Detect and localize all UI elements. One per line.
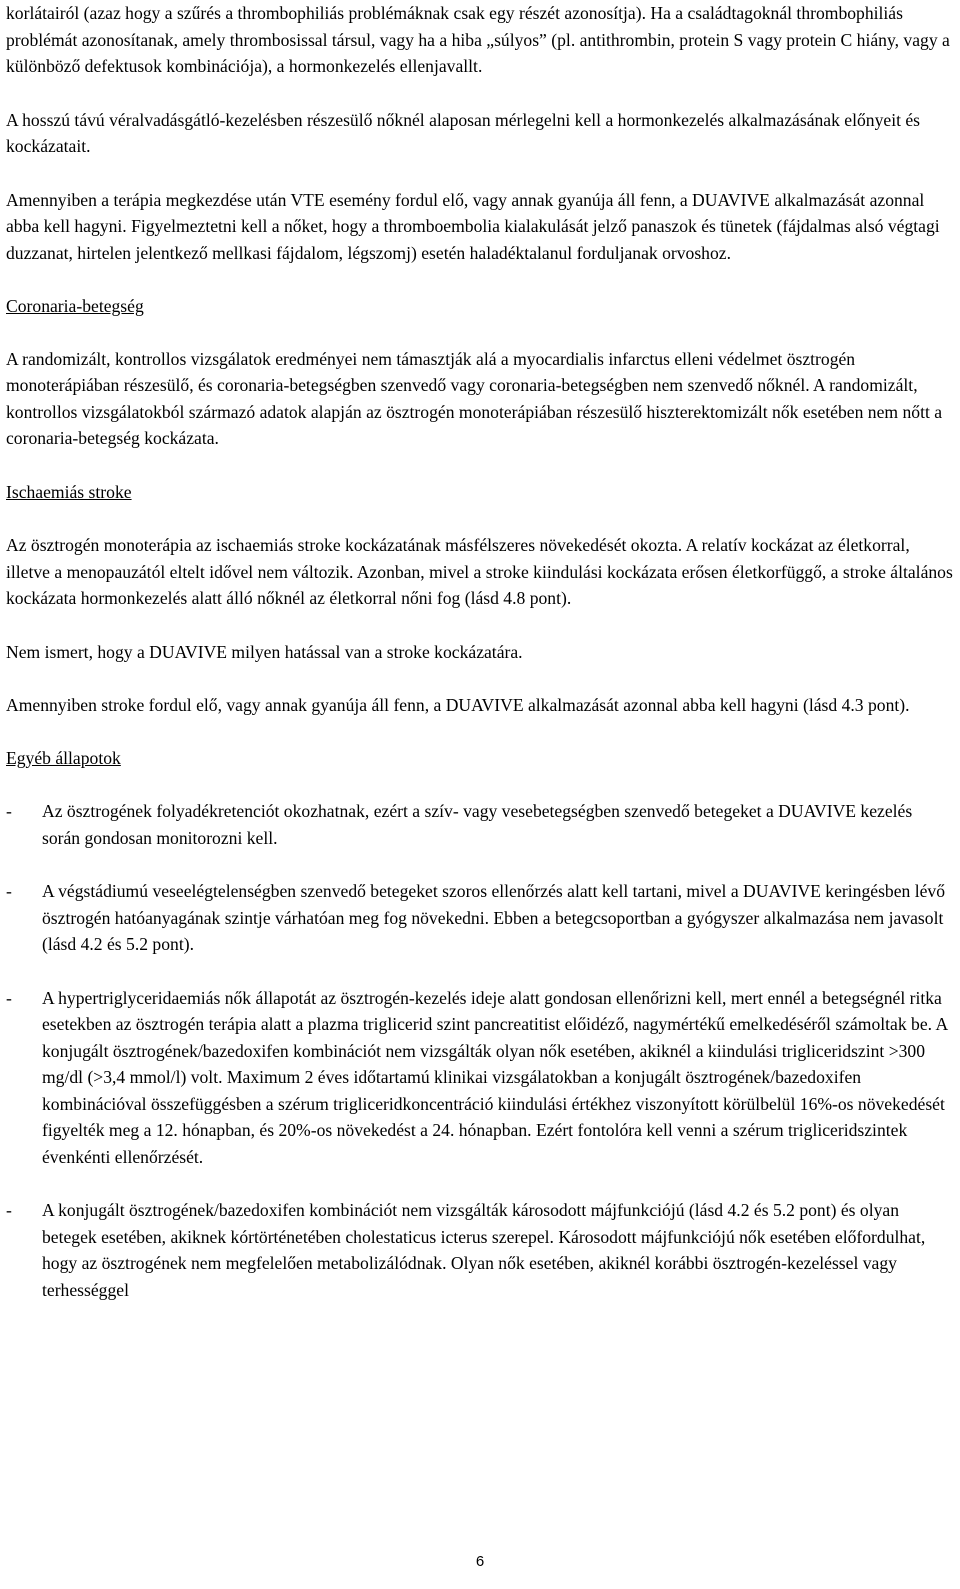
heading-coronary-disease: Coronaria-betegség [6, 296, 144, 316]
bullet-text: Az ösztrogének folyadékretenciót okozhatnak, ezért a szív- vagy vesebetegségben szenvedő betegeket a DUAVIVE kezelés során gondosan monitorozni kell. [42, 801, 913, 848]
list-item-fluid-retention [6, 798, 954, 851]
paragraph-stroke-risk: Az ösztrogén monoterápia az ischaemiás stroke kockázatának másfélszeres növekedését okozta. A relatív kockázat az életkorral, illetve a menopauzától eltelt idővel nem változik. Azonban, mivel a stroke kiindulási kockázata erősen életkorfüggő, a stroke általános kockázata hormonkezelés alatt álló nőknél az életkorral nőni fog (lásd 4.8 pont). [6, 535, 953, 608]
bullet-text: A hypertriglyceridaemiás nők állapotát az ösztrogén-kezelés ideje alatt gondosan ellenőrizni kell, mert ennél a betegségnél ritka esetekben az ösztrogén terápia alatt a plazma triglicerid szint pancreatitist előidéző, nagymértékű emelkedéséről számoltak be. A konjugált ösztrogének/bazedoxifen kombinációt nem vizsgálták olyan nők esetében, akiknél a kiindulási trigliceridszint >300 mg/dl (>3,4 mmol/l) volt. Maximum 2 éves időtartamú klinikai vizsgálatokban a konjugált ösztrogének/bazedoxifen kombinációval összefüggésben a szérum trigliceridkoncentráció kiindulási értékhez viszonyított körülbelül 16%-os növekedését figyelték meg a 12. hónapban, és 20%-os növekedést a 24. hónapban. Ezért fontolóra kell venni a szérum trigliceridszintek évenkénti ellenőrzését. [42, 987, 948, 1167]
list-item-hepatic-impairment [6, 1197, 954, 1303]
page-number: 6 [475, 1553, 485, 1570]
paragraph-vte-event: Amennyiben a terápia megkezdése után VTE esemény fordul elő, vagy annak gyanúja áll fenn, a DUAVIVE alkalmazását azonnal abba kell hagyni. Figyelmeztetni kell a nőket, hogy a thromboembolia kialakulását jelző panaszok és tünetek (fájdalmas alsó végtagi duzzanat, hirtelen jelentkező mellkasi fájdalom, légszomj) esetén haladéktalanul forduljanak orvoshoz. [6, 189, 940, 263]
document-page [6, 0, 954, 1303]
heading-other-conditions: Egyéb állapotok [6, 747, 121, 768]
list-item-renal-failure [6, 878, 954, 958]
bullet-dash: - [6, 987, 12, 1008]
paragraph-stroke-stop: Amennyiben stroke fordul elő, vagy annak gyanúja áll fenn, a DUAVIVE alkalmazását azonnal abba kell hagyni (lásd 4.3 pont). [6, 695, 910, 715]
paragraph-anticoagulant: A hosszú távú véralvadásgátló-kezelésben részesülő nőknél alaposan mérlegelni kell a hormonkezelés alkalmazásának előnyeit és kockázatait. [6, 109, 921, 156]
bullet-text: A konjugált ösztrogének/bazedoxifen kombinációt nem vizsgálták károsodott májfunkciójú (lásd 4.2 és 5.2 pont) és olyan betegek esetében, akiknek kórtörténetében cholestaticus icterus szerepel. Károsodott májfunkciójú nők esetében előfordulhat, hogy az ösztrogének nem megfelelően metabolizálódnak. Olyan nők esetében, akiknél korábbi ösztrogén-kezeléssel vagy terhességgel [42, 1200, 926, 1300]
heading-ischaemic-stroke: Ischaemiás stroke [6, 481, 132, 502]
bullet-dash: - [6, 881, 12, 901]
bullet-text: A végstádiumú veseelégtelenségben szenvedő betegeket szoros ellenőrzés alatt kell tartani, mivel a DUAVIVE keringésben lévő ösztrogén hatóanyagának szintje várhatóan meg fog növekedni. Ebben a betegcsoportban a gyógyszer alkalmazása nem javasolt (lásd 4.2 és 5.2 pont). [42, 881, 946, 954]
paragraph-coronary: A randomizált, kontrollos vizsgálatok eredményei nem támasztják alá a myocardialis infarctus elleni védelmet ösztrogén monoterápiában részesülő, és coronaria-betegségben szenvedő vagy coronaria-betegségben nem szenvedő nőknél. A randomizált, kontrollos vizsgálatokból származó adatok alapján az ösztrogén monoterápiában részesülő hiszterektomizált nők esetében nem nőtt a coronaria-betegség kockázata. [6, 348, 943, 448]
bullet-dash: - [6, 801, 12, 821]
paragraph-thrombophilia: korlátairól (azaz hogy a szűrés a thrombophiliás problémáknak csak egy részét azonosítja). Ha a családtagoknál thrombophiliás problémát azonosítanak, amely thrombosissal társul, vagy ha a hiba „súlyos” (pl. antithrombin, protein S vagy protein C hiány, vagy a különböző defektusok kombinációja), a hormonkezelés ellenjavallt. [6, 3, 950, 76]
list-item-hypertriglyceridaemia [6, 985, 954, 1171]
bullet-dash: - [6, 1200, 12, 1220]
paragraph-stroke-unknown: Nem ismert, hogy a DUAVIVE milyen hatással van a stroke kockázatára. [6, 641, 523, 662]
